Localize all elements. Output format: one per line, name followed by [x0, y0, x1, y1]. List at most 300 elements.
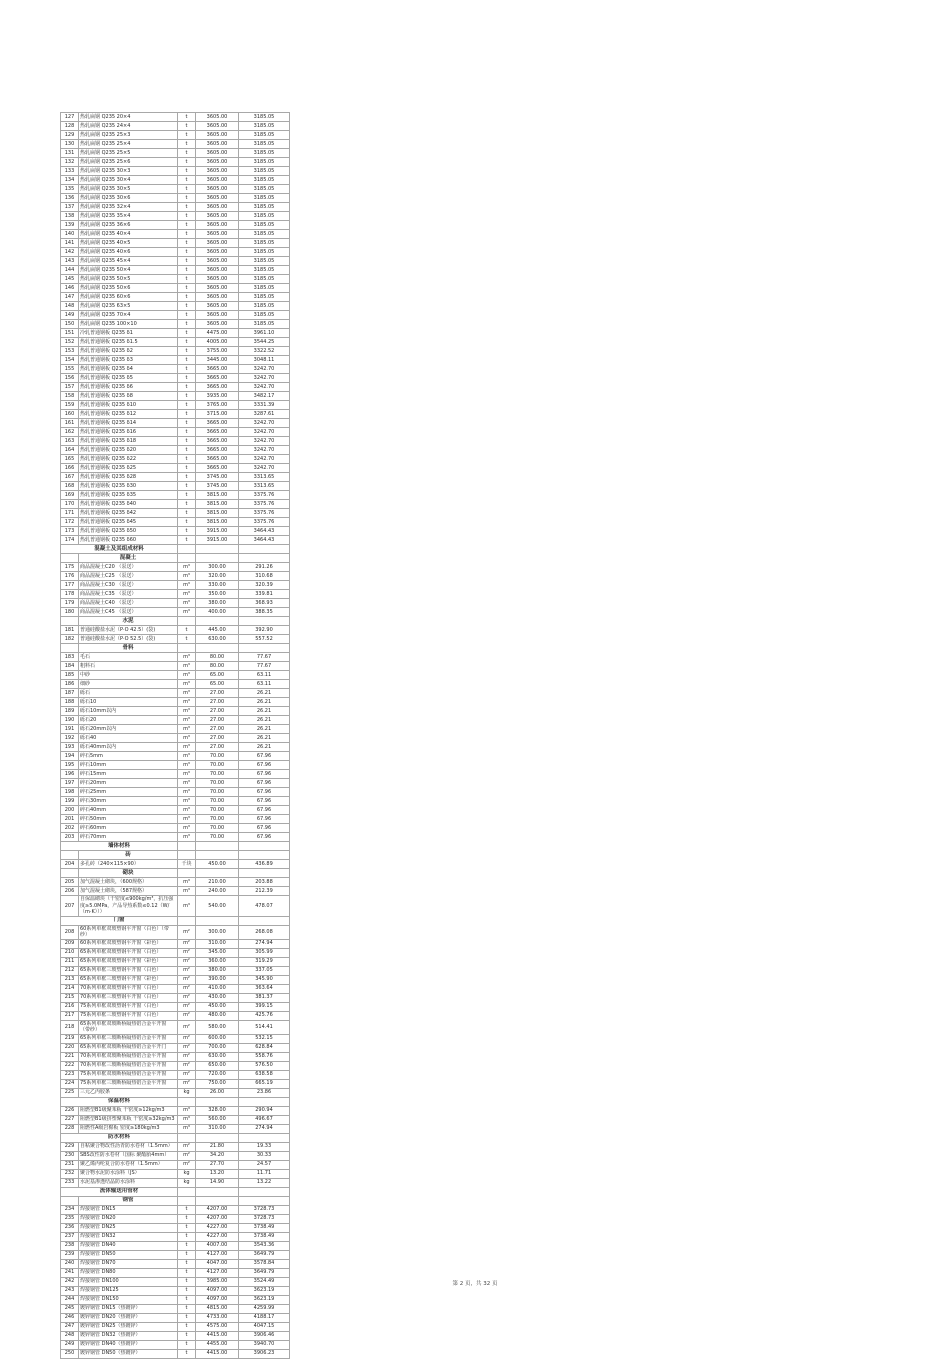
price-with-tax: 350.00 — [196, 590, 239, 599]
section-header-row — [61, 916, 290, 925]
table-row — [61, 1169, 290, 1178]
table-row — [61, 455, 290, 464]
table-row — [61, 680, 290, 689]
unit: m³ — [178, 671, 196, 680]
price-with-tax: 3605.00 — [196, 131, 239, 140]
material-name: 自保温砌块（干密度≤900kg/m³，抗压强度≥5.0MPa，产品导热系数≤0.12（W/（m·K））） — [79, 896, 178, 917]
price-with-tax: 3665.00 — [196, 374, 239, 383]
table-row — [61, 266, 290, 275]
price-with-tax: 3665.00 — [196, 383, 239, 392]
unit: m³ — [178, 824, 196, 833]
row-number: 128 — [61, 122, 79, 131]
row-number — [61, 1196, 79, 1205]
table-row — [61, 275, 290, 284]
price-without-tax: 436.89 — [239, 860, 290, 869]
table-row — [61, 167, 290, 176]
table-row — [61, 428, 290, 437]
price-without-tax: 4259.99 — [239, 1304, 290, 1313]
price-with-tax — [196, 842, 239, 851]
table-row — [61, 833, 290, 842]
unit: t — [178, 464, 196, 473]
price-with-tax: 450.00 — [196, 860, 239, 869]
price-with-tax: 27.00 — [196, 698, 239, 707]
price-without-tax: 305.99 — [239, 948, 290, 957]
table-row — [61, 419, 290, 428]
table-row — [61, 1160, 290, 1169]
table-row — [61, 948, 290, 957]
unit: m³ — [178, 761, 196, 770]
price-with-tax: 26.00 — [196, 1088, 239, 1097]
row-number: 173 — [61, 527, 79, 536]
price-without-tax: 67.96 — [239, 797, 290, 806]
row-number: 222 — [61, 1061, 79, 1070]
material-name: 碎石30mm — [79, 797, 178, 806]
unit: t — [178, 491, 196, 500]
price-without-tax: 532.15 — [239, 1034, 290, 1043]
price-without-tax — [239, 842, 290, 851]
table-row — [61, 176, 290, 185]
price-without-tax: 67.96 — [239, 788, 290, 797]
material-name: 热轧普通钢板 Q235 δ2 — [79, 347, 178, 356]
unit: m² — [178, 1070, 196, 1079]
price-without-tax: 3185.05 — [239, 185, 290, 194]
material-name: 焊接钢管 DN150 — [79, 1295, 178, 1304]
unit: m³ — [178, 1115, 196, 1124]
price-without-tax: 3728.73 — [239, 1214, 290, 1223]
price-with-tax: 3605.00 — [196, 239, 239, 248]
price-with-tax — [196, 1187, 239, 1196]
price-without-tax: 628.84 — [239, 1043, 290, 1052]
unit: m³ — [178, 653, 196, 662]
material-name: 镀锌钢管 DN15（热镀锌） — [79, 1304, 178, 1313]
price-with-tax: 3605.00 — [196, 122, 239, 131]
unit: t — [178, 473, 196, 482]
row-number: 187 — [61, 689, 79, 698]
unit: m³ — [178, 1106, 196, 1115]
price-without-tax: 67.96 — [239, 815, 290, 824]
price-without-tax: 3185.05 — [239, 311, 290, 320]
price-without-tax: 67.96 — [239, 761, 290, 770]
price-with-tax: 3665.00 — [196, 428, 239, 437]
row-number — [61, 617, 79, 626]
table-row — [61, 1241, 290, 1250]
subsection-header-row — [61, 851, 290, 860]
price-without-tax: 26.21 — [239, 743, 290, 752]
unit: t — [178, 1349, 196, 1358]
row-number: 216 — [61, 1002, 79, 1011]
material-name: 热轧扁钢 Q235 63×5 — [79, 302, 178, 311]
price-with-tax: 3745.00 — [196, 473, 239, 482]
unit: m³ — [178, 581, 196, 590]
price-with-tax — [196, 617, 239, 626]
row-number: 150 — [61, 320, 79, 329]
unit: m³ — [178, 752, 196, 761]
price-without-tax: 3375.76 — [239, 491, 290, 500]
price-with-tax — [196, 554, 239, 563]
price-without-tax: 268.08 — [239, 925, 290, 939]
row-number: 191 — [61, 725, 79, 734]
price-with-tax: 3605.00 — [196, 275, 239, 284]
price-without-tax: 67.96 — [239, 779, 290, 788]
material-name: 热轧扁钢 Q235 40×4 — [79, 230, 178, 239]
price-with-tax: 3605.00 — [196, 158, 239, 167]
table-row — [61, 221, 290, 230]
price-with-tax: 70.00 — [196, 788, 239, 797]
row-number: 181 — [61, 626, 79, 635]
price-with-tax: 27.00 — [196, 689, 239, 698]
price-with-tax: 70.00 — [196, 824, 239, 833]
material-name: 砾石40mm以内 — [79, 743, 178, 752]
subsection-label: 混凝土 — [79, 554, 178, 563]
price-with-tax: 4127.00 — [196, 1250, 239, 1259]
table-row — [61, 779, 290, 788]
row-number: 158 — [61, 392, 79, 401]
row-number: 178 — [61, 590, 79, 599]
row-number: 153 — [61, 347, 79, 356]
price-without-tax: 3185.05 — [239, 158, 290, 167]
price-without-tax — [239, 869, 290, 878]
unit: m³ — [178, 698, 196, 707]
price-with-tax: 70.00 — [196, 752, 239, 761]
unit: t — [178, 284, 196, 293]
price-with-tax: 27.00 — [196, 707, 239, 716]
material-name: 商品混凝土C20 （泵送） — [79, 563, 178, 572]
material-name: 镀锌钢管 DN20（热镀锌） — [79, 1313, 178, 1322]
material-name: 热轧普通钢板 Q235 δ50 — [79, 527, 178, 536]
price-with-tax: 3605.00 — [196, 185, 239, 194]
table-row — [61, 925, 290, 939]
row-number: 149 — [61, 311, 79, 320]
row-number — [61, 869, 79, 878]
unit: t — [178, 194, 196, 203]
table-row — [61, 1295, 290, 1304]
unit: t — [178, 1295, 196, 1304]
price-without-tax: 3728.73 — [239, 1205, 290, 1214]
material-name: 75系列单框三玻塑钢平开窗（白色） — [79, 1011, 178, 1020]
row-number: 202 — [61, 824, 79, 833]
price-with-tax: 3605.00 — [196, 113, 239, 122]
price-without-tax: 26.21 — [239, 725, 290, 734]
table-row — [61, 966, 290, 975]
material-name: 焊接钢管 DN125 — [79, 1286, 178, 1295]
material-name: 加气混凝土砌块，（600规格） — [79, 878, 178, 887]
material-name: 热轧扁钢 Q235 40×5 — [79, 239, 178, 248]
row-number: 220 — [61, 1043, 79, 1052]
price-without-tax: 4047.15 — [239, 1322, 290, 1331]
price-without-tax: 3185.05 — [239, 239, 290, 248]
price-without-tax: 3322.52 — [239, 347, 290, 356]
material-name: 热轧普通钢板 Q235 δ10 — [79, 401, 178, 410]
table-row — [61, 239, 290, 248]
material-name: 热轧扁钢 Q235 25×3 — [79, 131, 178, 140]
material-name: 镀锌钢管 DN32（热镀锌） — [79, 1331, 178, 1340]
row-number: 129 — [61, 131, 79, 140]
table-row — [61, 1124, 290, 1133]
price-without-tax: 3242.70 — [239, 419, 290, 428]
table-row — [61, 437, 290, 446]
unit: t — [178, 149, 196, 158]
price-without-tax: 274.94 — [239, 1124, 290, 1133]
table-row — [61, 743, 290, 752]
material-name: 细砂 — [79, 680, 178, 689]
price-without-tax: 203.88 — [239, 878, 290, 887]
subsection-header-row — [61, 1196, 290, 1205]
price-with-tax: 3665.00 — [196, 455, 239, 464]
price-without-tax: 67.96 — [239, 770, 290, 779]
table-row — [61, 203, 290, 212]
unit: m³ — [178, 680, 196, 689]
row-number: 171 — [61, 509, 79, 518]
price-with-tax: 14.90 — [196, 1178, 239, 1187]
price-without-tax: 274.94 — [239, 939, 290, 948]
table-row — [61, 572, 290, 581]
material-name: 普通硅酸盐水泥（P·O 42.5）(袋) — [79, 626, 178, 635]
price-with-tax — [196, 1097, 239, 1106]
price-with-tax: 27.00 — [196, 725, 239, 734]
material-name: 焊接钢管 DN25 — [79, 1223, 178, 1232]
unit — [178, 851, 196, 860]
unit: t — [178, 311, 196, 320]
price-with-tax: 3605.00 — [196, 320, 239, 329]
unit: m³ — [178, 833, 196, 842]
price-with-tax: 65.00 — [196, 680, 239, 689]
price-without-tax: 3185.05 — [239, 302, 290, 311]
price-with-tax — [196, 1133, 239, 1142]
row-number: 146 — [61, 284, 79, 293]
price-with-tax: 3815.00 — [196, 500, 239, 509]
unit: t — [178, 185, 196, 194]
unit — [178, 842, 196, 851]
price-without-tax: 77.67 — [239, 662, 290, 671]
row-number: 131 — [61, 149, 79, 158]
unit: m² — [178, 957, 196, 966]
price-without-tax: 3185.05 — [239, 212, 290, 221]
table-row — [61, 563, 290, 572]
unit — [178, 545, 196, 554]
row-number: 179 — [61, 599, 79, 608]
price-with-tax: 3605.00 — [196, 140, 239, 149]
row-number: 233 — [61, 1178, 79, 1187]
material-name: 加气混凝土砌块，（587规格） — [79, 887, 178, 896]
material-name: 热轧扁钢 Q235 60×6 — [79, 293, 178, 302]
material-name: 阻燃性A级岩棉板 密度≥180kg/m3 — [79, 1124, 178, 1133]
row-number: 175 — [61, 563, 79, 572]
table-row — [61, 878, 290, 887]
price-without-tax: 310.68 — [239, 572, 290, 581]
price-with-tax: 400.00 — [196, 608, 239, 617]
table-row — [61, 626, 290, 635]
material-name: 碎石5mm — [79, 752, 178, 761]
price-with-tax: 4207.00 — [196, 1205, 239, 1214]
unit: t — [178, 401, 196, 410]
price-with-tax: 380.00 — [196, 599, 239, 608]
row-number: 139 — [61, 221, 79, 230]
table-row — [61, 815, 290, 824]
row-number: 201 — [61, 815, 79, 824]
row-number: 195 — [61, 761, 79, 770]
table-row — [61, 734, 290, 743]
section-header-row — [61, 842, 290, 851]
row-number: 172 — [61, 518, 79, 527]
row-number: 205 — [61, 878, 79, 887]
price-without-tax: 3185.05 — [239, 275, 290, 284]
material-name: 65系列单框双玻断桥隔热铝合金平开门 — [79, 1043, 178, 1052]
unit: m² — [178, 1142, 196, 1151]
price-without-tax: 3242.70 — [239, 365, 290, 374]
price-without-tax: 3185.05 — [239, 284, 290, 293]
unit: t — [178, 1205, 196, 1214]
price-with-tax: 630.00 — [196, 1052, 239, 1061]
price-with-tax: 3605.00 — [196, 284, 239, 293]
price-without-tax — [239, 617, 290, 626]
material-name: 砾石10mm以内 — [79, 707, 178, 716]
row-number: 223 — [61, 1070, 79, 1079]
subsection-label: 砖 — [79, 851, 178, 860]
price-with-tax: 21.80 — [196, 1142, 239, 1151]
material-name: 热轧扁钢 Q235 50×5 — [79, 275, 178, 284]
material-name: 70系列单框三玻断桥隔热铝合金平开窗 — [79, 1061, 178, 1070]
table-row — [61, 464, 290, 473]
material-name: 三元乙丙胶条 — [79, 1088, 178, 1097]
material-name: 热轧扁钢 Q235 25×6 — [79, 158, 178, 167]
table-row — [61, 698, 290, 707]
price-with-tax — [196, 916, 239, 925]
row-number: 130 — [61, 140, 79, 149]
subsection-header-row — [61, 644, 290, 653]
table-row — [61, 1002, 290, 1011]
material-name: 热轧扁钢 Q235 30×3 — [79, 167, 178, 176]
unit: m² — [178, 1052, 196, 1061]
row-number: 212 — [61, 966, 79, 975]
material-name: 碎石25mm — [79, 788, 178, 797]
table-row — [61, 707, 290, 716]
table-row — [61, 896, 290, 917]
price-with-tax: 3605.00 — [196, 248, 239, 257]
row-number: 221 — [61, 1052, 79, 1061]
row-number: 132 — [61, 158, 79, 167]
price-with-tax: 4097.00 — [196, 1295, 239, 1304]
table-row — [61, 158, 290, 167]
row-number: 163 — [61, 437, 79, 446]
unit: t — [178, 518, 196, 527]
material-name: 热轧扁钢 Q235 70×4 — [79, 311, 178, 320]
price-without-tax: 3185.05 — [239, 140, 290, 149]
price-without-tax: 3331.39 — [239, 401, 290, 410]
table-row — [61, 356, 290, 365]
material-name: 65系列单框三玻断桥隔热铝合金平开窗 — [79, 1034, 178, 1043]
material-name: 热轧普通钢板 Q235 δ45 — [79, 518, 178, 527]
price-without-tax: 3940.70 — [239, 1340, 290, 1349]
price-without-tax: 3185.05 — [239, 221, 290, 230]
section-header-row — [61, 545, 290, 554]
price-with-tax: 300.00 — [196, 925, 239, 939]
price-with-tax: 3665.00 — [196, 437, 239, 446]
row-number: 249 — [61, 1340, 79, 1349]
table-row — [61, 230, 290, 239]
price-with-tax: 3605.00 — [196, 221, 239, 230]
table-row — [61, 1106, 290, 1115]
material-name: 热轧普通钢板 Q235 δ40 — [79, 500, 178, 509]
unit: t — [178, 1286, 196, 1295]
unit: t — [178, 365, 196, 374]
row-number: 194 — [61, 752, 79, 761]
price-without-tax — [239, 554, 290, 563]
material-name: 60系列单框双玻塑钢平开窗（白色）（带纱） — [79, 925, 178, 939]
material-name: 热轧普通钢板 Q235 δ20 — [79, 446, 178, 455]
price-without-tax: 77.67 — [239, 653, 290, 662]
row-number: 141 — [61, 239, 79, 248]
row-number: 193 — [61, 743, 79, 752]
row-number: 160 — [61, 410, 79, 419]
price-with-tax: 34.20 — [196, 1151, 239, 1160]
unit: m³ — [178, 563, 196, 572]
table-row — [61, 770, 290, 779]
price-with-tax: 3605.00 — [196, 212, 239, 221]
row-number: 224 — [61, 1079, 79, 1088]
row-number: 182 — [61, 635, 79, 644]
material-name: 碎石70mm — [79, 833, 178, 842]
price-with-tax: 310.00 — [196, 1124, 239, 1133]
price-without-tax: 514.41 — [239, 1020, 290, 1034]
material-name: 60系列单框双玻塑钢平开窗（彩色） — [79, 939, 178, 948]
table-row — [61, 1020, 290, 1034]
price-with-tax: 3665.00 — [196, 446, 239, 455]
price-with-tax: 70.00 — [196, 833, 239, 842]
material-name: 热轧普通钢板 Q235 δ60 — [79, 536, 178, 545]
price-with-tax: 4127.00 — [196, 1268, 239, 1277]
material-name: 砾石20 — [79, 716, 178, 725]
table-row — [61, 1070, 290, 1079]
table-row — [61, 1079, 290, 1088]
price-with-tax: 3605.00 — [196, 203, 239, 212]
price-without-tax: 212.39 — [239, 887, 290, 896]
unit: t — [178, 176, 196, 185]
unit: t — [178, 1268, 196, 1277]
price-without-tax: 26.21 — [239, 707, 290, 716]
price-without-tax: 638.58 — [239, 1070, 290, 1079]
price-with-tax: 4047.00 — [196, 1259, 239, 1268]
section-label: 混凝土及其组成材料 — [61, 545, 178, 554]
material-name: 热轧扁钢 Q235 24×4 — [79, 122, 178, 131]
price-without-tax: 3185.05 — [239, 230, 290, 239]
price-without-tax: 3185.05 — [239, 248, 290, 257]
page-footer: 第 2 页，共 32 页 — [452, 1281, 498, 1287]
table-row — [61, 257, 290, 266]
unit — [178, 617, 196, 626]
material-name: 70系列单框双玻断桥隔热铝合金平开窗 — [79, 1052, 178, 1061]
row-number: 243 — [61, 1286, 79, 1295]
unit: t — [178, 131, 196, 140]
unit: t — [178, 1241, 196, 1250]
unit: t — [178, 1340, 196, 1349]
material-name: 焊接钢管 DN100 — [79, 1277, 178, 1286]
unit: t — [178, 1259, 196, 1268]
unit: t — [178, 221, 196, 230]
price-without-tax: 368.93 — [239, 599, 290, 608]
row-number: 225 — [61, 1088, 79, 1097]
material-name: 镀锌钢管 DN50（热镀锌） — [79, 1349, 178, 1358]
table-row — [61, 608, 290, 617]
price-without-tax: 3242.70 — [239, 374, 290, 383]
unit: t — [178, 626, 196, 635]
row-number: 206 — [61, 887, 79, 896]
unit: 千块 — [178, 860, 196, 869]
price-with-tax: 4575.00 — [196, 1322, 239, 1331]
section-header-row — [61, 1097, 290, 1106]
subsection-label: 水泥 — [79, 617, 178, 626]
price-with-tax: 240.00 — [196, 887, 239, 896]
table-row — [61, 1250, 290, 1259]
